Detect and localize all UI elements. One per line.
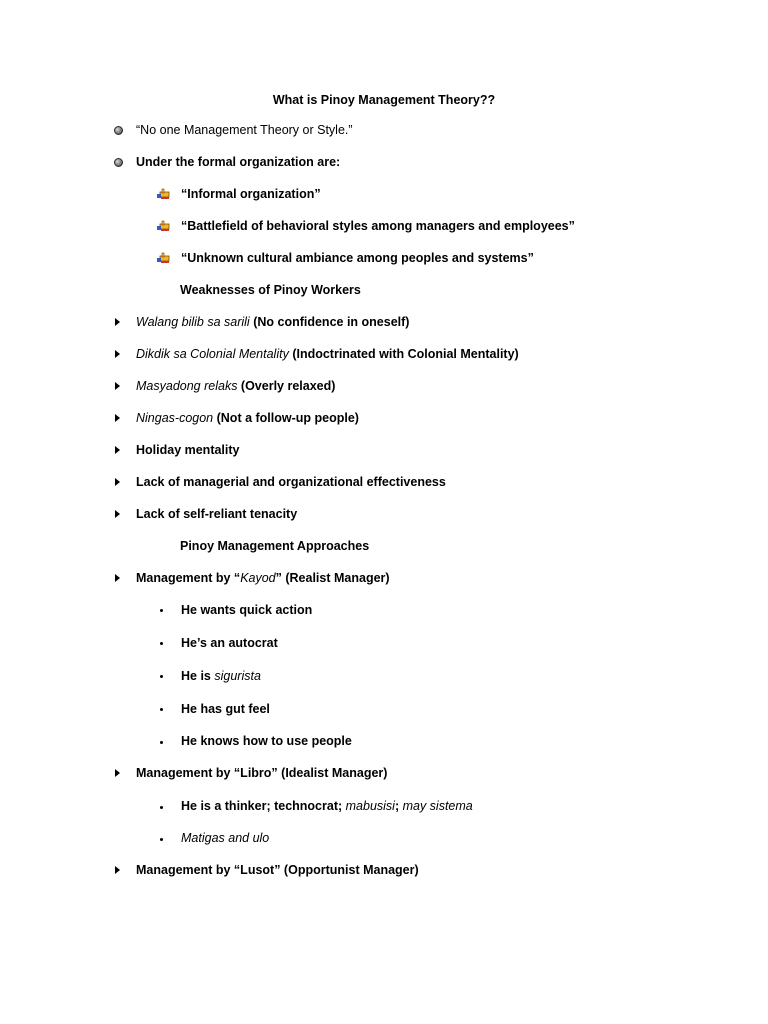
libro-item-2 <box>181 830 269 846</box>
formal-item-3-text: “Unknown cultural ambiance among peoples and systems” <box>181 251 534 265</box>
approach-kayod <box>136 570 390 586</box>
ball-bullet-icon <box>114 126 123 135</box>
weakness-item-4-rest: (Not a follow-up people) <box>213 411 359 425</box>
approach-kayod-italic: Kayod <box>240 571 276 585</box>
ball-bullet-icon <box>114 158 123 167</box>
formal-item-3 <box>181 250 534 266</box>
kayod-item-3-italic: sigurista <box>214 669 261 683</box>
kayod-item-4-text: He has gut feel <box>181 702 270 716</box>
libro-item-1-pre: He is a thinker; technocrat; <box>181 799 346 813</box>
dot-bullet-icon <box>160 806 163 809</box>
approach-kayod-pre: Management by “ <box>136 571 241 585</box>
weakness-item-7-text: Lack of self-reliant tenacity <box>136 507 298 521</box>
arrow-bullet-icon <box>115 769 120 777</box>
approach-libro <box>136 765 387 781</box>
weaknesses-heading <box>180 282 361 298</box>
arrow-bullet-icon <box>115 510 120 518</box>
weakness-item-5 <box>136 442 240 458</box>
libro-item-1-italic-2: may sistema <box>402 799 473 813</box>
approach-kayod-post: ” (Realist Manager) <box>275 571 390 585</box>
libro-item-1-mid: ; <box>394 799 403 813</box>
dot-bullet-icon <box>160 609 163 612</box>
weakness-item-3 <box>136 378 335 394</box>
weakness-item-2-italic: Dikdik sa Colonial Mentality <box>136 347 289 361</box>
intro-item-1-text: “No one Management Theory or Style.” <box>136 123 353 137</box>
arrow-bullet-icon <box>115 414 120 422</box>
weakness-item-4-italic: Ningas-cogon <box>136 411 214 425</box>
page-title-text: What is Pinoy Management Theory?? <box>272 93 496 107</box>
intro-item-2 <box>136 154 340 170</box>
kayod-item-3-pre: He is <box>181 669 215 683</box>
weakness-item-5-text: Holiday mentality <box>136 443 240 457</box>
weakness-item-3-italic: Masyadong relaks <box>136 379 238 393</box>
pointing-hand-icon <box>157 220 171 232</box>
weakness-item-1-italic: Walang bilib sa sarili <box>136 315 250 329</box>
arrow-bullet-icon <box>115 866 120 874</box>
libro-item-2-italic: Matigas and ulo <box>181 831 270 845</box>
kayod-item-3 <box>181 668 261 684</box>
dot-bullet-icon <box>160 708 163 711</box>
weakness-item-6 <box>136 474 446 490</box>
arrow-bullet-icon <box>115 446 120 454</box>
approaches-heading-text: Pinoy Management Approaches <box>180 539 370 553</box>
approaches-heading <box>180 538 369 554</box>
dot-bullet-icon <box>160 642 163 645</box>
kayod-item-5 <box>181 733 352 749</box>
arrow-bullet-icon <box>115 574 120 582</box>
arrow-bullet-icon <box>115 318 120 326</box>
weakness-item-4 <box>136 410 359 426</box>
pointing-hand-icon <box>157 252 171 264</box>
formal-item-2 <box>181 218 575 234</box>
arrow-bullet-icon <box>115 382 120 390</box>
intro-item-2-text: Under the formal organization are: <box>136 155 341 169</box>
approach-lusot <box>136 862 419 878</box>
formal-item-1-text: “Informal organization” <box>181 187 321 201</box>
pointing-hand-icon <box>157 188 171 200</box>
weaknesses-heading-text: Weaknesses of Pinoy Workers <box>180 283 361 297</box>
dot-bullet-icon <box>160 838 163 841</box>
weakness-item-7 <box>136 506 297 522</box>
weakness-item-6-text: Lack of managerial and organizational effectiveness <box>136 475 446 489</box>
dot-bullet-icon <box>160 741 163 744</box>
kayod-item-1-text: He wants quick action <box>181 603 313 617</box>
kayod-item-2-text: He’s an autocrat <box>181 636 278 650</box>
arrow-bullet-icon <box>115 478 120 486</box>
kayod-item-1 <box>181 602 312 618</box>
weakness-item-1 <box>136 314 409 330</box>
arrow-bullet-icon <box>115 350 120 358</box>
approach-libro-text: Management by “Libro” (Idealist Manager) <box>136 766 388 780</box>
approach-lusot-text: Management by “Lusot” (Opportunist Manager) <box>136 863 419 877</box>
kayod-item-5-text: He knows how to use people <box>181 734 352 748</box>
weakness-item-1-rest: (No confidence in oneself) <box>249 315 410 329</box>
formal-item-1 <box>181 186 321 202</box>
formal-item-2-text: “Battlefield of behavioral styles among managers and employees” <box>181 219 575 233</box>
weakness-item-2 <box>136 346 519 362</box>
page-title <box>0 92 768 108</box>
weakness-item-2-rest: (Indoctrinated with Colonial Mentality) <box>288 347 519 361</box>
libro-item-1-italic-1: mabusisi <box>345 799 395 813</box>
intro-item-1 <box>136 122 353 138</box>
weakness-item-3-rest: (Overly relaxed) <box>237 379 336 393</box>
kayod-item-2 <box>181 635 278 651</box>
libro-item-1 <box>181 798 473 814</box>
kayod-item-4 <box>181 701 270 717</box>
dot-bullet-icon <box>160 675 163 678</box>
